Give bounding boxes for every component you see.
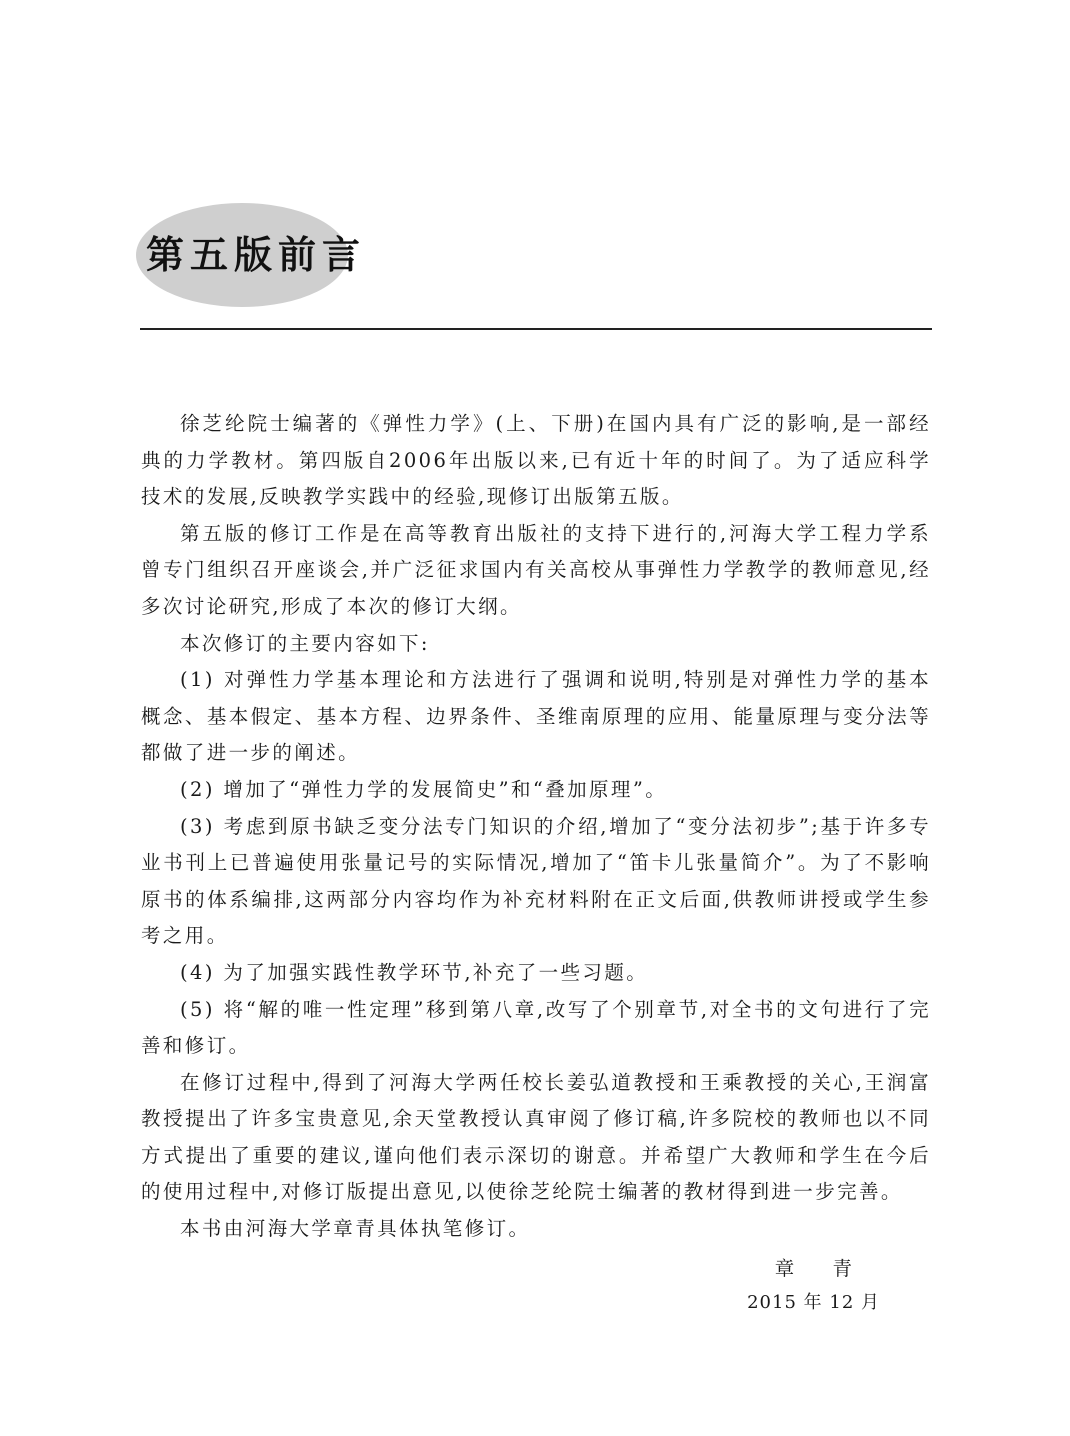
paragraph: 本次修订的主要内容如下: bbox=[180, 631, 430, 655]
list-item: (3) 考虑到原书缺乏变分法专门知识的介绍,增加了“变分法初步”;基于许多专业书刊上已普遍使用张量记号的实际情况,增加了“笛卡儿张量简介”。为了不影响原书的体系编排,这两部分内容均作为补充材料附在正文后面,供教师讲授或学生参考之用。 bbox=[141, 814, 931, 948]
signature-name: 章 青 bbox=[774, 1257, 868, 1280]
signature-block bbox=[700, 1254, 880, 1318]
list-item: (5) 将“解的唯一性定理”移到第八章,改写了个别章节,对全书的文句进行了完善和修订。 bbox=[141, 997, 931, 1058]
paragraph: 第五版的修订工作是在高等教育出版社的支持下进行的,河海大学工程力学系曾专门组织召开座谈会,并广泛征求国内有关高校从事弹性力学教学的教师意见,经多次讨论研究,形成了本次的修订大纲。 bbox=[141, 521, 931, 618]
paragraph: 在修订过程中,得到了河海大学两任校长姜弘道教授和王乘教授的关心,王润富教授提出了许多宝贵意见,余天堂教授认真审阅了修订稿,许多院校的教师也以不同方式提出了重要的建议,谨向他们表示深切的谢意。并希望广大教师和学生在今后的使用过程中,对修订版提出意见,以使徐芝纶院士编著的教材得到进一步完善。 bbox=[141, 1070, 931, 1204]
paragraph: 本书由河海大学章青具体执笔修订。 bbox=[180, 1217, 531, 1241]
signature-date: 2015 年 12 月 bbox=[747, 1292, 880, 1313]
list-item: (2) 增加了“弹性力学的发展简史”和“叠加原理”。 bbox=[180, 777, 668, 801]
paragraph: 徐芝纶院士编著的《弹性力学》(上、下册)在国内具有广泛的影响,是一部经典的力学教材。第四版自2006年出版以来,已有近十年的时间了。为了适应科学技术的发展,反映教学实践中的经验,现修订出版第五版。 bbox=[141, 412, 931, 509]
preface-body bbox=[141, 406, 931, 1248]
page-title: 第五版前言 bbox=[146, 232, 367, 277]
title-divider bbox=[140, 328, 932, 330]
list-item: (4) 为了加强实践性教学环节,补充了一些习题。 bbox=[180, 960, 649, 984]
list-item: (1) 对弹性力学基本理论和方法进行了强调和说明,特别是对弹性力学的基本概念、基本假定、基本方程、边界条件、圣维南原理的应用、能量原理与变分法等都做了进一步的阐述。 bbox=[141, 668, 931, 765]
